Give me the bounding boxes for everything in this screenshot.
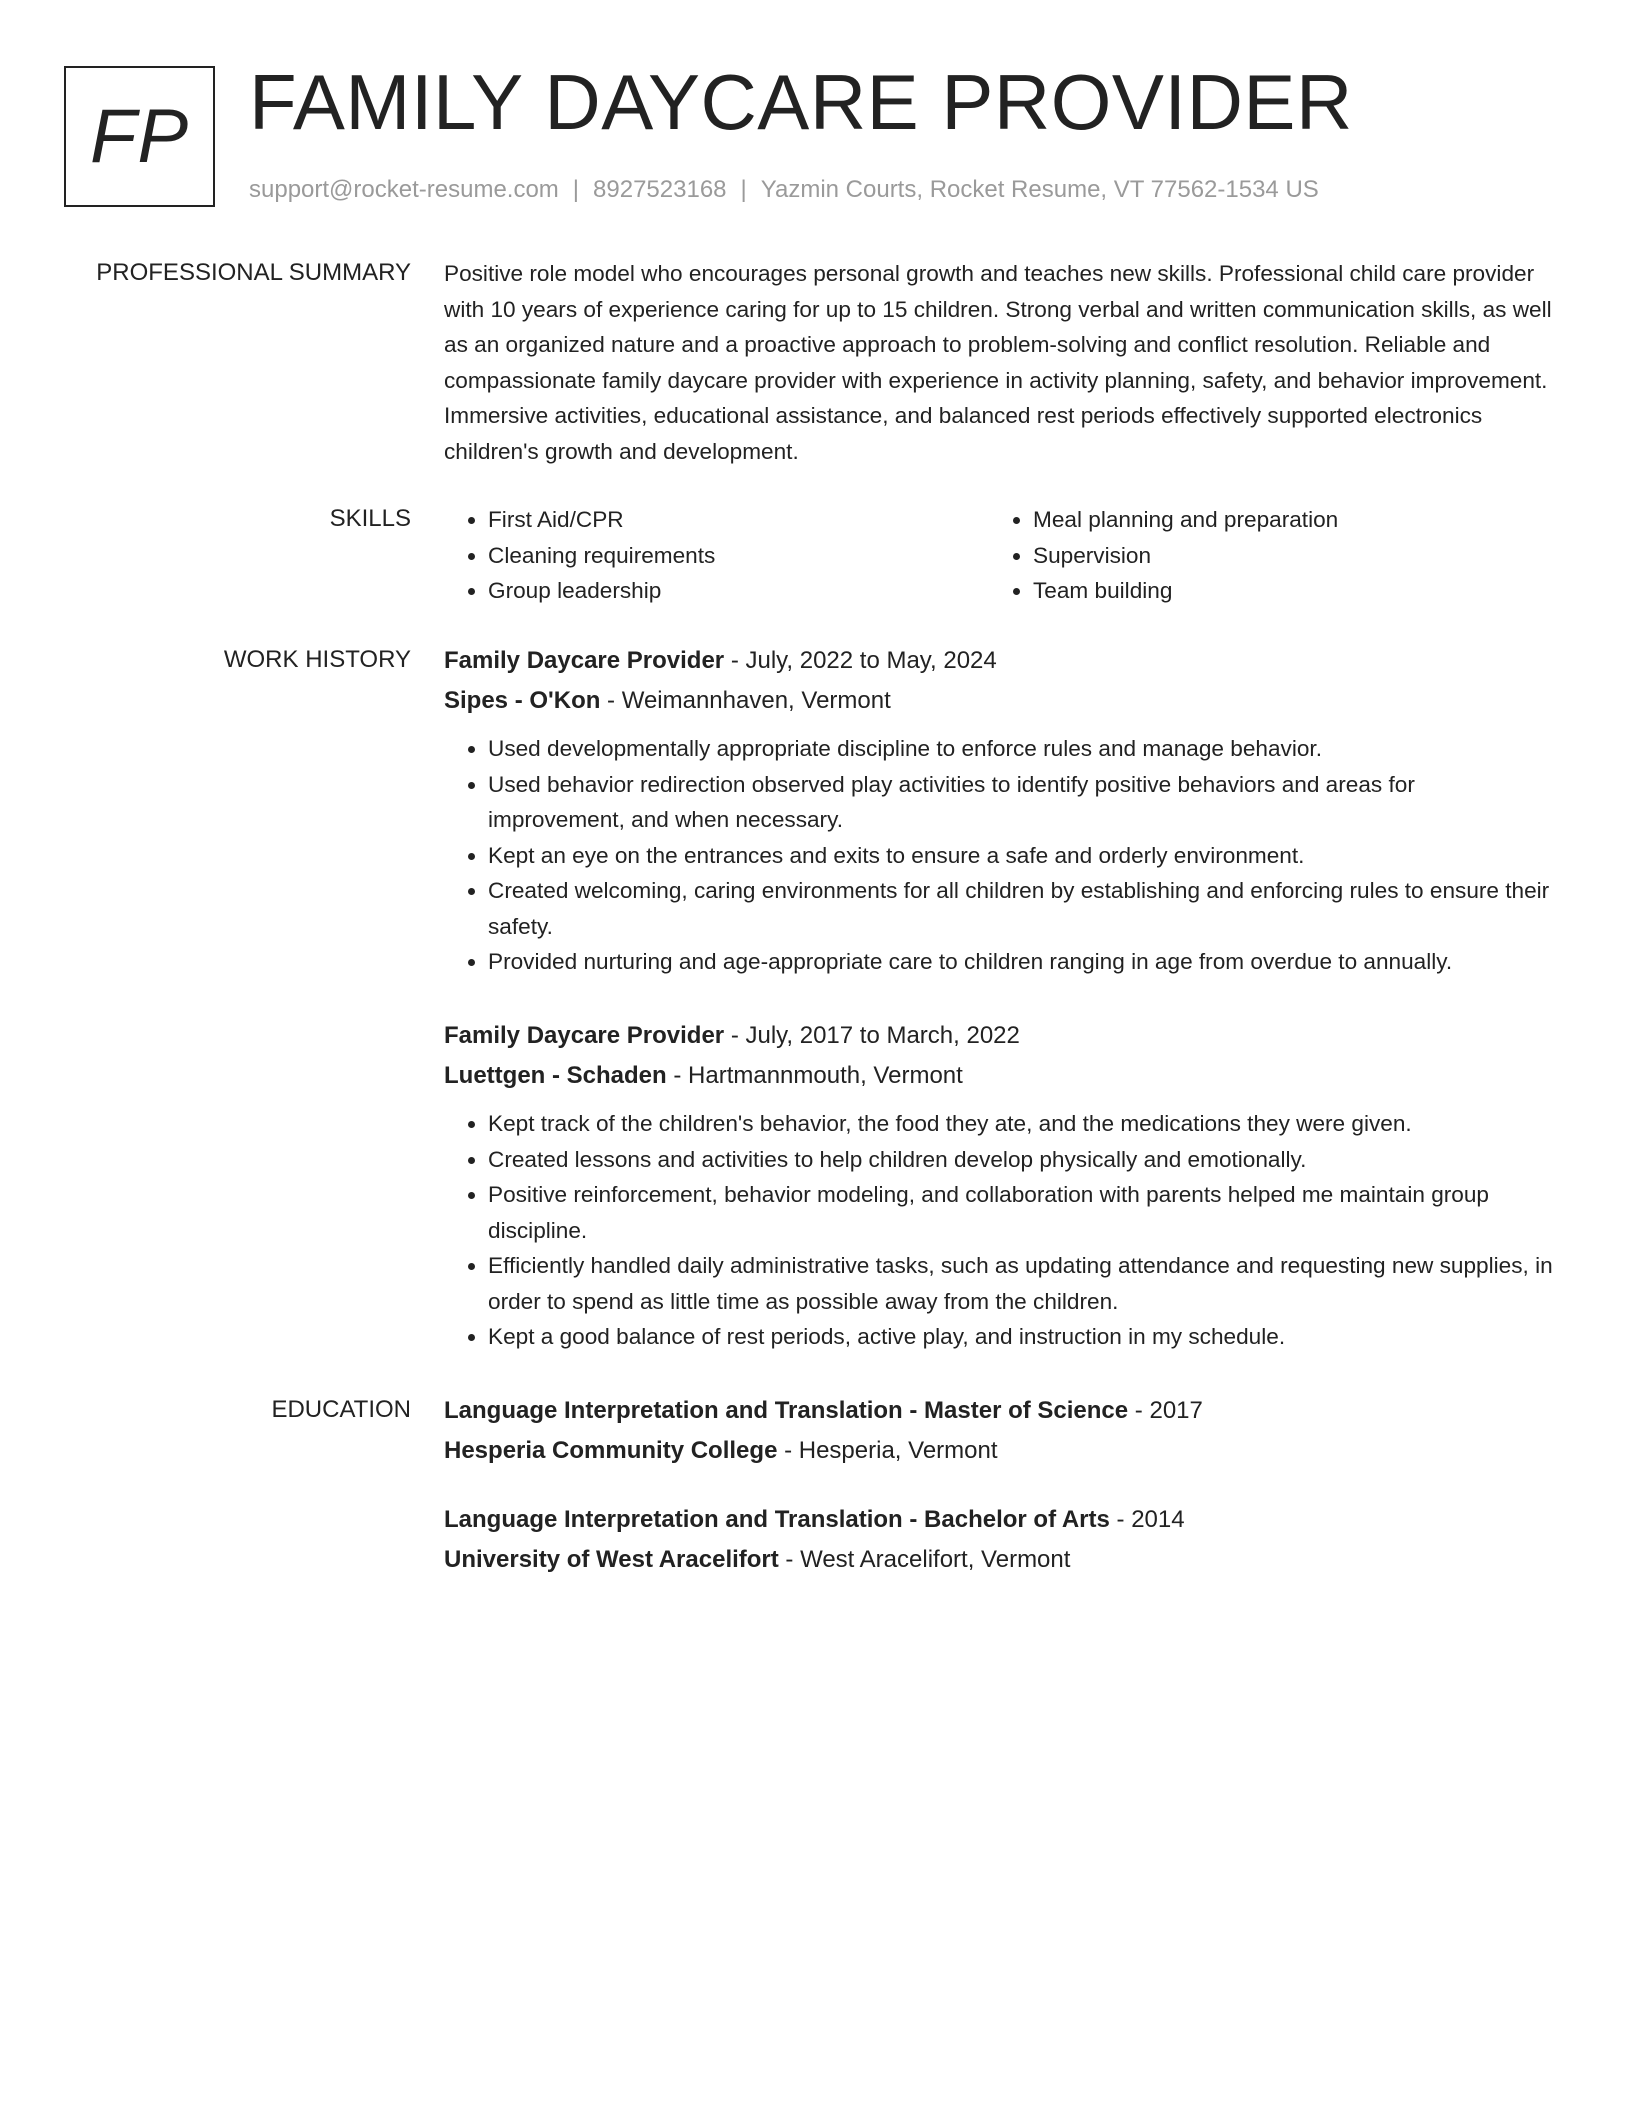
section-label-summary: PROFESSIONAL SUMMARY: [96, 259, 411, 286]
skill-item: • Group leadership: [488, 573, 989, 609]
section-label-education: EDUCATION: [271, 1396, 411, 1423]
job-duty: • Kept a good balance of rest periods, active play, and instruction in my schedule.: [488, 1319, 1554, 1355]
job-title: Family Daycare Provider: [444, 647, 725, 674]
job-company-line: [444, 1056, 1554, 1096]
job-duty: • Kept an eye on the entrances and exits to ensure a safe and orderly environment.: [488, 838, 1554, 874]
skill-item: • Team building: [1033, 573, 1534, 609]
job-duty: • Efficiently handled daily administrative tasks, such as updating attendance and requesting new supplies, in order to spend as little time as possible away from the children.: [488, 1248, 1554, 1319]
contact-line: [249, 173, 1319, 207]
education-location: - Hesperia, Vermont: [777, 1437, 998, 1464]
section-label-work-history: WORK HISTORY: [223, 646, 411, 673]
education-entry: [444, 1500, 1554, 1580]
education-year: - 2017: [1128, 1397, 1203, 1424]
education-location: - West Aracelifort, Vermont: [778, 1546, 1071, 1573]
job-title-line: [444, 641, 1554, 681]
job-company: Luettgen - Schaden: [444, 1062, 667, 1089]
education-school-line: [444, 1540, 1554, 1580]
job-duty: • Kept track of the children's behavior, the food they ate, and the medications they were given.: [488, 1106, 1554, 1142]
skill-item: • Cleaning requirements: [488, 538, 989, 574]
job-location: - Hartmannmouth, Vermont: [666, 1062, 963, 1089]
job-duty: • Positive reinforcement, behavior modeling, and collaboration with parents helped me maintain group discipline.: [488, 1177, 1554, 1248]
job-entry: [444, 641, 1554, 980]
job-title: Family Daycare Provider: [444, 1022, 725, 1049]
job-duties: [444, 1106, 1554, 1355]
job-company-line: [444, 681, 1554, 721]
skills-column-right: [989, 502, 1534, 609]
contact-separator: |: [740, 176, 747, 203]
skills-list: [444, 502, 1554, 609]
education-degree: Language Interpretation and Translation - Master of Science: [444, 1397, 1129, 1424]
skill-item: • Meal planning and preparation: [1033, 502, 1534, 538]
education-year: - 2014: [1109, 1506, 1185, 1533]
job-entry: [444, 1016, 1554, 1355]
education-degree: Language Interpretation and Translation - Bachelor of Arts: [444, 1506, 1110, 1533]
contact-email[interactable]: support@rocket-resume.com: [249, 176, 559, 203]
skill-item: • First Aid/CPR: [488, 502, 989, 538]
education-entry: [444, 1391, 1554, 1471]
skill-item: • Supervision: [1033, 538, 1534, 574]
education-degree-line: [444, 1391, 1554, 1431]
job-company: Sipes - O'Kon: [444, 687, 601, 714]
job-duty: • Used developmentally appropriate discipline to enforce rules and manage behavior.: [488, 731, 1554, 767]
monogram-logo: FP: [64, 66, 215, 207]
job-duty: • Used behavior redirection observed play activities to identify positive behaviors and areas for improvement, and when necessary.: [488, 767, 1554, 838]
contact-phone[interactable]: 8927523168: [593, 176, 727, 203]
resume-title: FAMILY DAYCARE PROVIDER: [249, 58, 1353, 146]
education-school: University of West Aracelifort: [444, 1546, 779, 1573]
summary-text: Positive role model who encourages personal growth and teaches new skills. Professional child care provider with 10 years of experience caring for up to 15 children. Strong verbal and written communication skills, as well as an organized nature and a proactive approach to problem-solving and conflict resolution. Reliable and compassionate family daycare provider with experience in activity planning, safety, and behavior improvement. Immersive activities, educational assistance, and balanced rest periods effectively supported electronics children's growth and development.: [444, 261, 1552, 464]
section-label-skills: SKILLS: [329, 505, 411, 532]
job-duty: • Created welcoming, caring environments for all children by establishing and enforcing rules to ensure their safety.: [488, 873, 1554, 944]
job-dates: - July, 2022 to May, 2024: [724, 647, 997, 674]
contact-address: Yazmin Courts, Rocket Resume, VT 77562-1534 US: [760, 176, 1319, 203]
job-title-line: [444, 1016, 1554, 1056]
skills-column-left: [444, 502, 989, 609]
education-degree-line: [444, 1500, 1554, 1540]
education-school-line: [444, 1431, 1554, 1471]
job-dates: - July, 2017 to March, 2022: [724, 1022, 1020, 1049]
job-duties: [444, 731, 1554, 980]
job-duty: • Provided nurturing and age-appropriate care to children ranging in age from overdue to annually.: [488, 944, 1554, 980]
job-duty: • Created lessons and activities to help children develop physically and emotionally.: [488, 1142, 1554, 1178]
contact-separator: |: [572, 176, 580, 203]
job-location: - Weimannhaven, Vermont: [600, 687, 891, 714]
education-school: Hesperia Community College: [444, 1437, 778, 1464]
